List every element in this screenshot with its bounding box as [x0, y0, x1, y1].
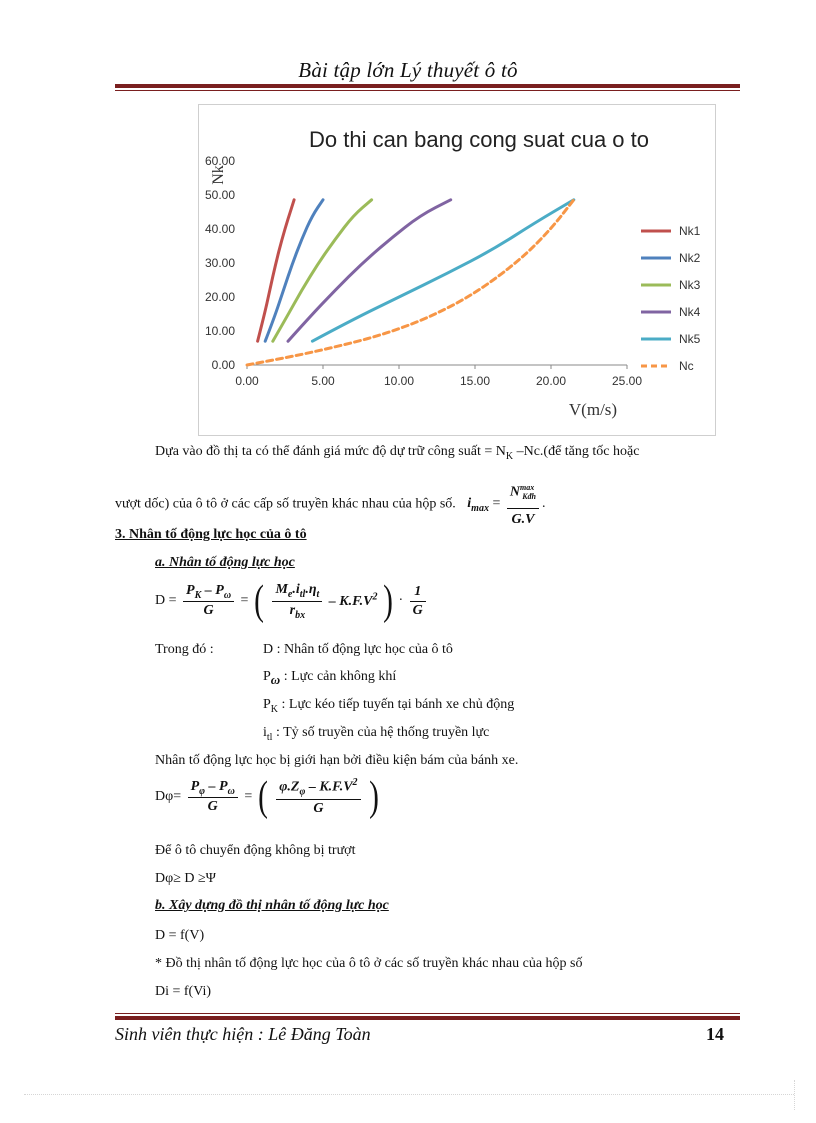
chart-y-tick-label: 0.00: [211, 358, 235, 372]
def3-sub: K: [270, 703, 279, 715]
header-rule-thin: [115, 90, 740, 91]
eq1-f2-sub2: tl: [299, 588, 306, 600]
eq2-f1-minus-sub: ω: [227, 785, 235, 797]
eq2-f1-num: P: [190, 778, 200, 794]
paragraph-no-slip: Để ô tô chuyển động không bị trượt: [155, 843, 356, 858]
imax-num: N: [509, 484, 520, 500]
eq1-f3-num: 1: [410, 584, 426, 602]
legend-label-nk4: Nk4: [679, 305, 701, 319]
chart-y-tick-label: 10.00: [204, 324, 235, 338]
eq1-f2-num: M: [275, 581, 288, 597]
eq1-tail-sup: 2: [372, 591, 378, 603]
eq2-equals: =: [244, 789, 256, 804]
eq2-fraction-1: [188, 779, 238, 816]
def3-sym: P: [263, 697, 271, 712]
eq1-fraction-3: [410, 584, 426, 619]
def3-text: : Lực kéo tiếp tuyến tại bánh xe chủ động: [278, 697, 515, 712]
eq2-f2-tail: – K.F.V: [305, 779, 353, 795]
chart-axes: [205, 154, 642, 388]
eq1-open-paren: (: [254, 578, 264, 624]
para1-text: Dựa vào đồ thị ta có thể đánh giá mức độ dự trữ công suất = N: [155, 444, 506, 459]
header-rule-thick: [115, 84, 740, 88]
paragraph-adhesion-limit: Nhân tố động lực học bị giới hạn bởi điều kiện bám của bánh xe.: [155, 753, 519, 768]
page-dotted-border-vertical: [794, 1080, 795, 1110]
definition-pk: [263, 695, 514, 720]
footer-rule-thin: [115, 1013, 740, 1014]
def4-text: : Tỷ số truyền của hệ thống truyền lực: [272, 725, 490, 740]
chart-y-tick-label: 30.00: [204, 256, 235, 270]
eq2-close-paren: ): [369, 774, 379, 820]
eq2-f2-tail-sup: 2: [352, 777, 358, 789]
chart-x-tick-label: 10.00: [383, 374, 415, 388]
eq1-lhs: D =: [155, 593, 181, 608]
eq1-f2-sub3: t: [316, 588, 320, 600]
eq1-f1-minus: – P: [201, 582, 224, 598]
chart-x-axis-label: V(m/s): [568, 400, 618, 419]
eq1-f1-num-sub: K: [194, 589, 202, 601]
def4-sub: tl: [266, 731, 273, 743]
chart-x-tick-label: 20.00: [535, 374, 567, 388]
equation-adhesion-factor: [155, 776, 381, 818]
paragraph-inequality: Dφ≥ D ≥Ψ: [155, 871, 216, 886]
imax-fraction: [507, 478, 539, 530]
eq1-f2-den: r: [289, 602, 296, 618]
def4-sym: i: [263, 725, 267, 740]
imax-num-sub: Kđh: [522, 492, 537, 502]
legend-label-nk2: Nk2: [679, 251, 701, 265]
imax-den: G.V: [511, 512, 535, 528]
eq1-fraction-2: [272, 582, 322, 621]
document-header-title: Bài tập lớn Lý thuyết ô tô: [298, 58, 518, 82]
eq2-f2-num-sub: φ: [299, 786, 306, 798]
footer-page-number: 14: [706, 1024, 724, 1044]
footer-author: Sinh viên thực hiện : Lê Đăng Toàn: [115, 1024, 371, 1044]
imax-num-sup: max: [519, 483, 535, 492]
chart-x-tick-label: 25.00: [611, 374, 643, 388]
definitions-label: Trong đó :: [155, 642, 214, 657]
eq1-f1-num: P: [186, 582, 195, 598]
paragraph-di-fvi: Di = f(Vi): [155, 984, 212, 999]
imax-symbol: i: [467, 496, 472, 512]
eq2-f1-den: G: [207, 799, 218, 815]
eq2-f2-num: φ.Z: [279, 779, 300, 795]
paragraph-power-reserve-line1: [155, 442, 639, 467]
chart-title: Do thi can bang cong suat cua o to: [308, 127, 650, 152]
chart-x-tick-label: 15.00: [459, 374, 491, 388]
chart-series-nk5: [312, 200, 573, 341]
eq1-f3-den: G: [412, 602, 423, 618]
subsection-a-heading: a. Nhân tố động lực học: [155, 555, 295, 570]
eq1-equals: =: [240, 593, 252, 608]
definition-d: D : Nhân tố động lực học của ô tô: [263, 642, 453, 657]
imax-formula: $i_{max}$ = $\frac{N^{max}_{Kđh}}{G.V}$ .: [467, 496, 545, 511]
legend-label-nc: Nc: [679, 359, 694, 373]
eq2-open-paren: (: [257, 774, 268, 820]
eq1-dot: ·: [398, 593, 404, 608]
power-balance-chart: [198, 104, 716, 436]
eq1-f2-eta: .η: [305, 581, 317, 597]
legend-label-nk1: Nk1: [679, 224, 701, 238]
paragraph-power-reserve-line2: [115, 478, 546, 530]
chart-lines: [247, 200, 574, 365]
para1-end: –Nc.(để tăng tốc hoặc: [513, 444, 640, 459]
eq2-fraction-2: [276, 777, 360, 816]
chart-y-tick-label: 50.00: [204, 188, 235, 202]
paragraph-d-fv: D = f(V): [155, 928, 205, 943]
legend-label-nk5: Nk5: [679, 332, 701, 346]
definition-itl: [263, 723, 489, 748]
paragraph-graph-description: * Đồ thị nhân tố động lực học của ô tô ở các số truyền khác nhau của hộp số: [155, 956, 583, 971]
eq1-close-paren: ): [383, 578, 393, 624]
chart-y-tick-label: 40.00: [204, 222, 235, 236]
para1-line2: vượt dốc) của ô tô ở các cấp số truyền khác nhau của hộp số.: [115, 496, 456, 512]
chart-x-tick-label: 0.00: [235, 374, 259, 388]
def2-sym: P: [263, 669, 271, 684]
section-3-heading: 3. Nhân tố động lực học của ô tô: [115, 527, 307, 542]
chart-y-tick-label: 20.00: [204, 290, 235, 304]
eq2-f1-minus: – P: [205, 778, 228, 794]
chart-y-tick-label: 60.00: [204, 154, 235, 168]
equation-dynamic-factor: [155, 580, 429, 622]
subsection-b-heading: b. Xây dựng đồ thị nhân tố động lực học: [155, 898, 389, 913]
eq1-f1-den: G: [203, 603, 214, 619]
legend-label-nk3: Nk3: [679, 278, 701, 292]
chart-svg: [199, 105, 715, 435]
eq2-f1-num-sub: φ: [199, 785, 206, 797]
chart-legend: [641, 224, 701, 373]
page-dotted-border: [24, 1094, 794, 1095]
def2-sub: ω: [270, 671, 281, 687]
imax-sub: max: [471, 503, 489, 515]
eq1-f2-mid: .i: [292, 581, 300, 597]
para1-sub: K: [505, 450, 514, 462]
eq2-lhs: Dφ=: [155, 789, 185, 804]
chart-x-tick-label: 5.00: [311, 374, 335, 388]
chart-y-axis-label: Nk: [210, 165, 227, 185]
eq1-f2-sub1: e: [287, 588, 293, 600]
eq1-tail: – K.F.V: [328, 594, 373, 610]
eq1-f2-den-sub: bx: [295, 609, 306, 621]
eq1-fraction-1: [183, 583, 234, 620]
eq1-f1-minus-sub: ω: [223, 589, 232, 601]
footer-rule-thick: [115, 1016, 740, 1020]
def2-text: : Lực cản không khí: [280, 669, 397, 684]
imax-end: .: [542, 496, 546, 512]
eq2-f2-den: G: [313, 800, 324, 816]
definition-p-omega: [263, 667, 396, 690]
